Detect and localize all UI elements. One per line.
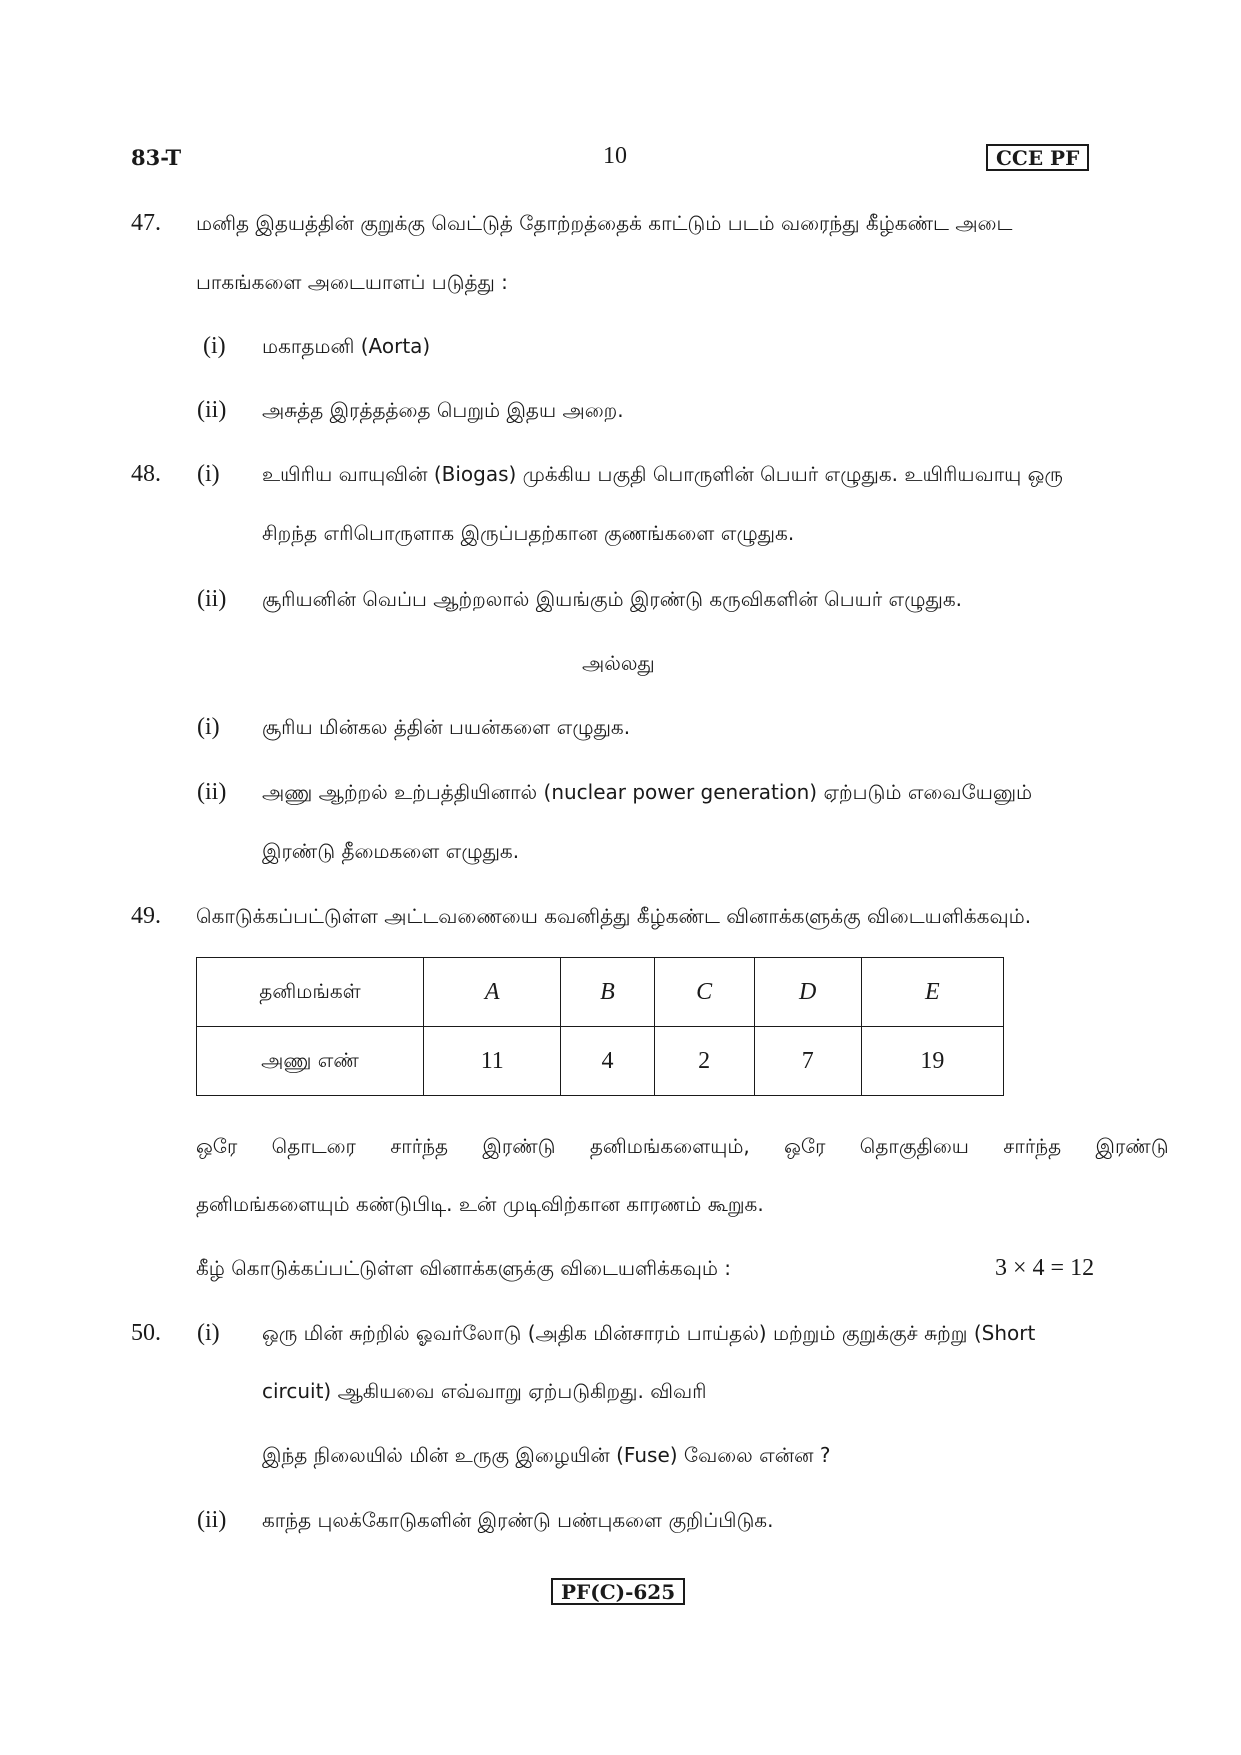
q48-alt-ii-label: (ii) — [197, 779, 227, 805]
q50-number: 50. — [131, 1320, 161, 1346]
q48-alt-ii-line1: அணு ஆற்றல் உற்பத்தியினால் (nuclear power generation) ஏற்படும் எவையேனும் — [262, 780, 1033, 804]
q50-i-line3: இந்த நிலையில் மின் உருகு இழையின் (Fuse) வேலை என்ன ? — [262, 1443, 831, 1467]
q49-intro: கொடுக்கப்பட்டுள்ள அட்டவணையை கவனித்து கீழ்கண்ட வினாக்களுக்கு விடையளிக்கவும். — [196, 904, 1032, 928]
q49-line1: ஒரே தொடரை சார்ந்த இரண்டு தனிமங்களையும், ஒரே தொகுதியை சார்ந்த இரண்டு — [196, 1134, 1169, 1158]
q47-number: 47. — [131, 210, 161, 236]
q48-i-label: (i) — [197, 461, 220, 487]
atomic-number-b: 4 — [561, 1027, 654, 1096]
q48-ii-label: (ii) — [197, 586, 227, 612]
q47-sub-ii-text: அசுத்த இரத்தத்தை பெறும் இதய அறை. — [262, 398, 624, 422]
section-instruction: கீழ் கொடுக்கப்பட்டுள்ள வினாக்களுக்கு விடையளிக்கவும் : — [196, 1256, 732, 1280]
table-row-atomic-numbers — [197, 1027, 1004, 1096]
q48-number: 48. — [131, 461, 161, 487]
atomic-number-a: 11 — [424, 1027, 561, 1096]
q49-line2: தனிமங்களையும் கண்டுபிடி. உன் முடிவிற்கான காரணம் கூறுக. — [196, 1192, 764, 1216]
atomic-number-d: 7 — [754, 1027, 861, 1096]
page-number: 10 — [603, 143, 627, 169]
q50-i-line1: ஒரு மின் சுற்றில் ஓவர்லோடு (அதிக மின்சாரம் பாய்தல்) மற்றும் குறுக்குச் சுற்று (Short — [262, 1321, 1036, 1345]
element-b: B — [561, 958, 654, 1027]
series-code-box: CCE PF — [986, 144, 1089, 171]
q47-sub-i-label: (i) — [203, 333, 226, 359]
element-c: C — [654, 958, 754, 1027]
q50-i-line2: circuit) ஆகியவை எவ்வாறு ஏற்படுகிறது. விவரி — [262, 1379, 707, 1403]
elements-table — [196, 957, 1004, 1096]
element-a: A — [424, 958, 561, 1027]
q49-number: 49. — [131, 903, 161, 929]
q48-ii-text: சூரியனின் வெப்ப ஆற்றலால் இயங்கும் இரண்டு கருவிகளின் பெயர் எழுதுக. — [262, 587, 962, 611]
atomic-number-c: 2 — [654, 1027, 754, 1096]
q47-line1: மனித இதயத்தின் குறுக்கு வெட்டுத் தோற்றத்தைக் காட்டும் படம் வரைந்து கீழ்கண்ட அடை — [196, 211, 1013, 235]
element-d: D — [754, 958, 861, 1027]
row-header-atomic-number: அணு எண் — [197, 1027, 424, 1096]
q50-ii-label: (ii) — [197, 1507, 227, 1533]
footer-code-box: PF(C)-625 — [551, 1578, 685, 1605]
table-row-elements — [197, 958, 1004, 1027]
section-marks: 3 × 4 = 12 — [995, 1255, 1095, 1281]
q48-alt-ii-line2: இரண்டு தீமைகளை எழுதுக. — [262, 839, 520, 863]
q47-sub-i-text: மகாதமனி (Aorta) — [262, 334, 431, 358]
q48-or-text: அல்லது — [582, 651, 655, 675]
q50-ii-text: காந்த புலக்கோடுகளின் இரண்டு பண்புகளை குறிப்பிடுக. — [262, 1508, 774, 1532]
row-header-elements: தனிமங்கள் — [197, 958, 424, 1027]
atomic-number-e: 19 — [861, 1027, 1003, 1096]
q48-alt-i-text: சூரிய மின்கல த்தின் பயன்களை எழுதுக. — [262, 715, 631, 739]
q48-alt-i-label: (i) — [197, 714, 220, 740]
element-e: E — [861, 958, 1003, 1027]
q48-i-line1: உயிரிய வாயுவின் (Biogas) முக்கிய பகுதி பொருளின் பெயர் எழுதுக. உயிரியவாயு ஒரு — [262, 462, 1063, 486]
q50-i-label: (i) — [197, 1320, 220, 1346]
q47-sub-ii-label: (ii) — [197, 397, 227, 423]
q48-i-line2: சிறந்த எரிபொருளாக இருப்பதற்கான குணங்களை எழுதுக. — [262, 521, 795, 545]
q47-line2: பாகங்களை அடையாளப் படுத்து : — [196, 270, 508, 294]
paper-code: 83-T — [131, 145, 182, 170]
